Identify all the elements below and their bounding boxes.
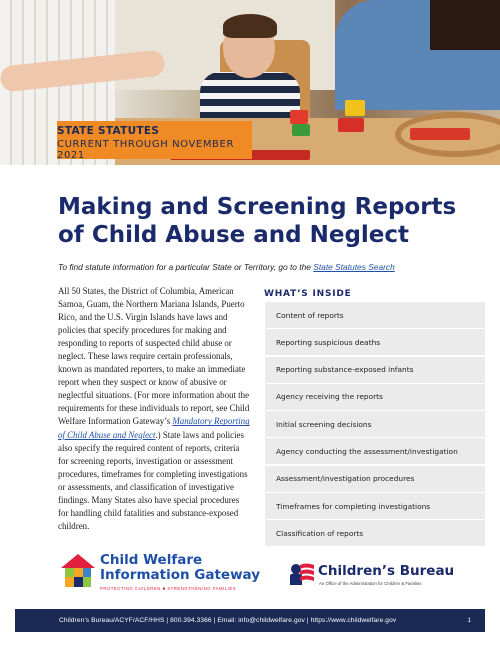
adult-hair: [430, 0, 500, 50]
intro-text-1: All 50 States, the District of Columbia, American Samoa, Guam, the Northern Mariana Islands, Puerto Rico, and the U.S. Virgin Islands have laws and policies that specify procedures for making and responding to reports of suspected child abuse or neglect. These laws require certain professionals, known as mandated reporters, to make an immediate report when they suspect or know of abusive or neglectful situations. (For more information about the requirements for these individuals to report, see Child Welfare Information Gateway’s: [58, 286, 250, 427]
mandatory-reporting-link[interactable]: Mandatory Reporting of Child Abuse and Neglect: [58, 416, 250, 440]
cwig-tagline: PROTECTING CHILDREN ■ STRENGTHENING FAMILIES: [100, 586, 237, 591]
find-line-text: To find statute information for a particular State or Territory, go to the: [58, 262, 314, 272]
statute-band: [57, 121, 252, 159]
statute-title: STATE STATUTES: [57, 125, 160, 137]
cwig-name: [100, 553, 260, 583]
toy-block-green: [292, 124, 310, 136]
inside-item-agency-receiving[interactable]: Agency receiving the reports: [265, 384, 485, 410]
page-title: Making and Screening Reports of Child Abuse and Neglect: [58, 194, 457, 248]
childrens-bureau-name: Children’s Bureau: [318, 563, 455, 579]
cwig-logo[interactable]: [60, 549, 261, 597]
toy-block-red: [290, 110, 308, 124]
statute-currency: CURRENT THROUGH NOVEMBER 2021: [57, 139, 234, 161]
toy-train: [410, 128, 470, 140]
toy-block-yellow: [345, 100, 365, 116]
toy-block-red-2: [338, 118, 364, 132]
state-statutes-search-link[interactable]: State Statutes Search: [313, 262, 395, 272]
whats-inside-list: [265, 302, 485, 548]
child-hair: [223, 14, 277, 38]
inside-item-substance-exposed[interactable]: Reporting substance-exposed infants: [265, 357, 485, 383]
cwig-name-line2: Information Gateway: [100, 567, 261, 583]
inside-item-classification[interactable]: Classification of reports: [265, 520, 485, 546]
cwig-name-line1: Child Welfare: [100, 552, 203, 568]
inside-item-suspicious-deaths[interactable]: Reporting suspicious deaths: [265, 329, 485, 355]
inside-item-agency-conducting[interactable]: Agency conducting the assessment/investigation: [265, 438, 485, 464]
intro-paragraph: [58, 285, 250, 533]
footer-bar: [15, 609, 485, 632]
childrens-bureau-flag-icon: [288, 561, 316, 587]
page-number: 1: [467, 617, 471, 624]
inside-item-screening-decisions[interactable]: Initial screening decisions: [265, 411, 485, 437]
find-statute-line: [58, 262, 478, 272]
footer-contact: Children’s Bureau/ACYF/ACF/HHS | 800.394.3366 | Email: info@childwelfare.gov | https://www.childwelfare.gov: [59, 617, 397, 624]
childrens-bureau-subtitle: An Office of the Administration for Children & Families: [319, 581, 422, 586]
inside-item-procedures[interactable]: Assessment/investigation procedures: [265, 466, 485, 492]
whats-inside-title: WHAT’S INSIDE: [264, 289, 352, 299]
inside-item-timeframes[interactable]: Timeframes for completing investigations: [265, 493, 485, 519]
childrens-bureau-logo[interactable]: [288, 561, 488, 591]
house-icon: [60, 553, 96, 589]
inside-item-content-of-reports[interactable]: Content of reports: [265, 302, 485, 328]
intro-text-2: .) State laws and policies also specify the required content of reports, criteria for screening reports, investigation or assessment procedures, timeframes for completing investigations or assessments, and classification of investigative findings. Many States also have special procedures for handling child fatalities and substance-exposed children.: [58, 429, 248, 531]
